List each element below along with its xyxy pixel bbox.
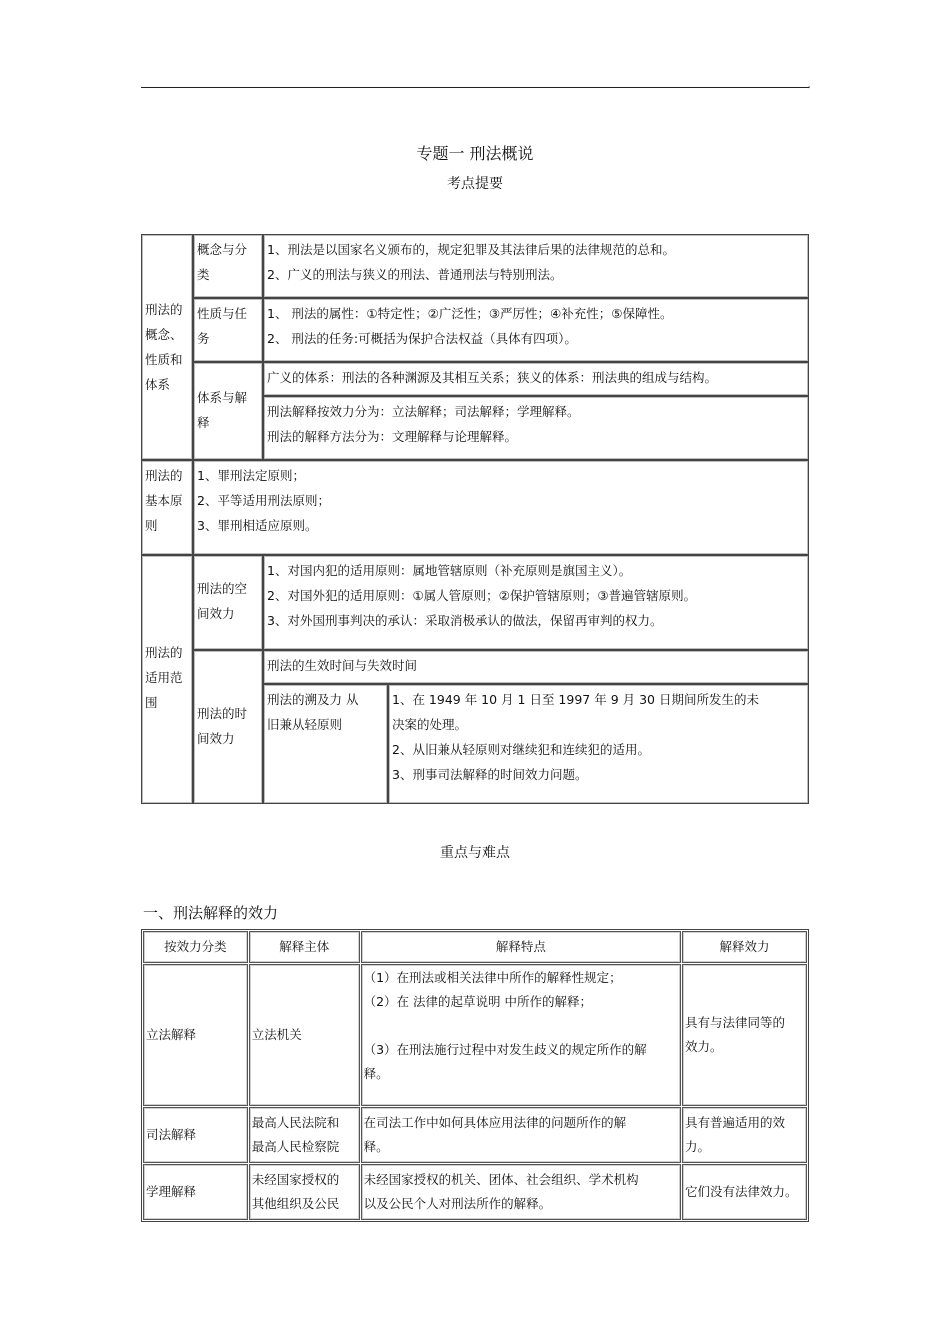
table-row (143, 964, 807, 1106)
page-subtitle: 考点提要 (447, 176, 503, 192)
column-header: 解释特点 (361, 931, 681, 963)
overview-group3-label: 刑法的 适用范 围 (141, 555, 193, 804)
overview-g3-r2-sub-label: 刑法的溯及力 从 旧兼从轻原则 (263, 684, 388, 804)
overview-group2-content: 1、罪刑法定原则； 2、平等适用刑法原则； 3、罪刑相适应原则。 (193, 460, 809, 555)
overview-group1-label: 刑法的 概念、 性质和 体系 (141, 234, 193, 460)
header-rule (141, 87, 809, 88)
overview-group2-label: 刑法的 基本原 则 (141, 460, 193, 555)
interpretation-table (141, 929, 809, 1222)
overview-g1-r3-content-b: 刑法解释按效力分为：立法解释；司法解释；学理解释。 刑法的解释方法分为：文理解释与论理解释。 (263, 396, 809, 460)
cell-features: （1）在刑法或相关法律中所作的解释性规定； （2）在 法律的起草说明 中所作的解释； （3）在刑法施行过程中对发生歧义的规定所作的解 释。 (361, 964, 681, 1106)
overview-g3-r1-label: 刑法的空 间效力 (193, 555, 263, 650)
table-row (143, 1164, 807, 1220)
section-heading: 一、刑法解释的效力 (143, 904, 279, 922)
section-title: 重点与难点 (440, 845, 510, 861)
overview-g1-r3-content-a: 广义的体系：刑法的各种渊源及其相互关系；狭义的体系：刑法典的组成与结构。 (263, 362, 809, 396)
table-row (143, 1107, 807, 1163)
overview-g3-r2-top: 刑法的生效时间与失效时间 (263, 650, 809, 684)
overview-g3-r2-sub-content: 1、在 1949 年 10 月 1 日至 1997 年 9 月 30 日期间所发生的未 决案的处理。 2、从旧兼从轻原则对继续犯和连续犯的适用。 3、刑事司法解释的时间效力问题。 (388, 684, 809, 804)
overview-g1-r1-label: 概念与分 类 (193, 234, 263, 298)
column-header: 解释主体 (249, 931, 360, 963)
cell-effect: 具有普遍适用的效 力。 (682, 1107, 807, 1163)
table-header-row (143, 931, 807, 963)
cell-subject: 立法机关 (249, 964, 360, 1106)
page-title: 专题一 刑法概说 (416, 144, 534, 163)
cell-type: 立法解释 (143, 964, 248, 1106)
cell-type: 学理解释 (143, 1164, 248, 1220)
cell-subject: 未经国家授权的 其他组织及公民 (249, 1164, 360, 1220)
cell-effect: 它们没有法律效力。 (682, 1164, 807, 1220)
overview-g3-r2-label: 刑法的时 间效力 (193, 650, 263, 804)
overview-g3-r1-content: 1、对国内犯的适用原则：属地管辖原则（补充原则是旗国主义）。 2、对国外犯的适用原则：①属人管原则；②保护管辖原则；③普遍管辖原则。 3、对外国刑事判决的承认：采取消极承认的做法，保留再审判的权力。 (263, 555, 809, 650)
cell-subject: 最高人民法院和 最高人民检察院 (249, 1107, 360, 1163)
cell-effect: 具有与法律同等的 效力。 (682, 964, 807, 1106)
overview-g1-r3-label: 体系与解 释 (193, 362, 263, 460)
column-header: 解释效力 (682, 931, 807, 963)
overview-g1-r1-content: 1、刑法是以国家名义颁布的，规定犯罪及其法律后果的法律规范的总和。 2、广义的刑法与狭义的刑法、普通刑法与特别刑法。 (263, 234, 809, 298)
cell-features: 在司法工作中如何具体应用法律的问题所作的解 释。 (361, 1107, 681, 1163)
overview-g1-r2-content: 1、 刑法的属性：①特定性；②广泛性；③严厉性；④补充性；⑤保障性。 2、 刑法的任务:可概括为保护合法权益（具体有四项）。 (263, 298, 809, 362)
cell-type: 司法解释 (143, 1107, 248, 1163)
cell-features: 未经国家授权的机关、团体、社会组织、学术机构 以及公民个人对刑法所作的解释。 (361, 1164, 681, 1220)
overview-g1-r2-label: 性质与任 务 (193, 298, 263, 362)
column-header: 按效力分类 (143, 931, 248, 963)
header-rule-mark: ' (808, 85, 811, 94)
